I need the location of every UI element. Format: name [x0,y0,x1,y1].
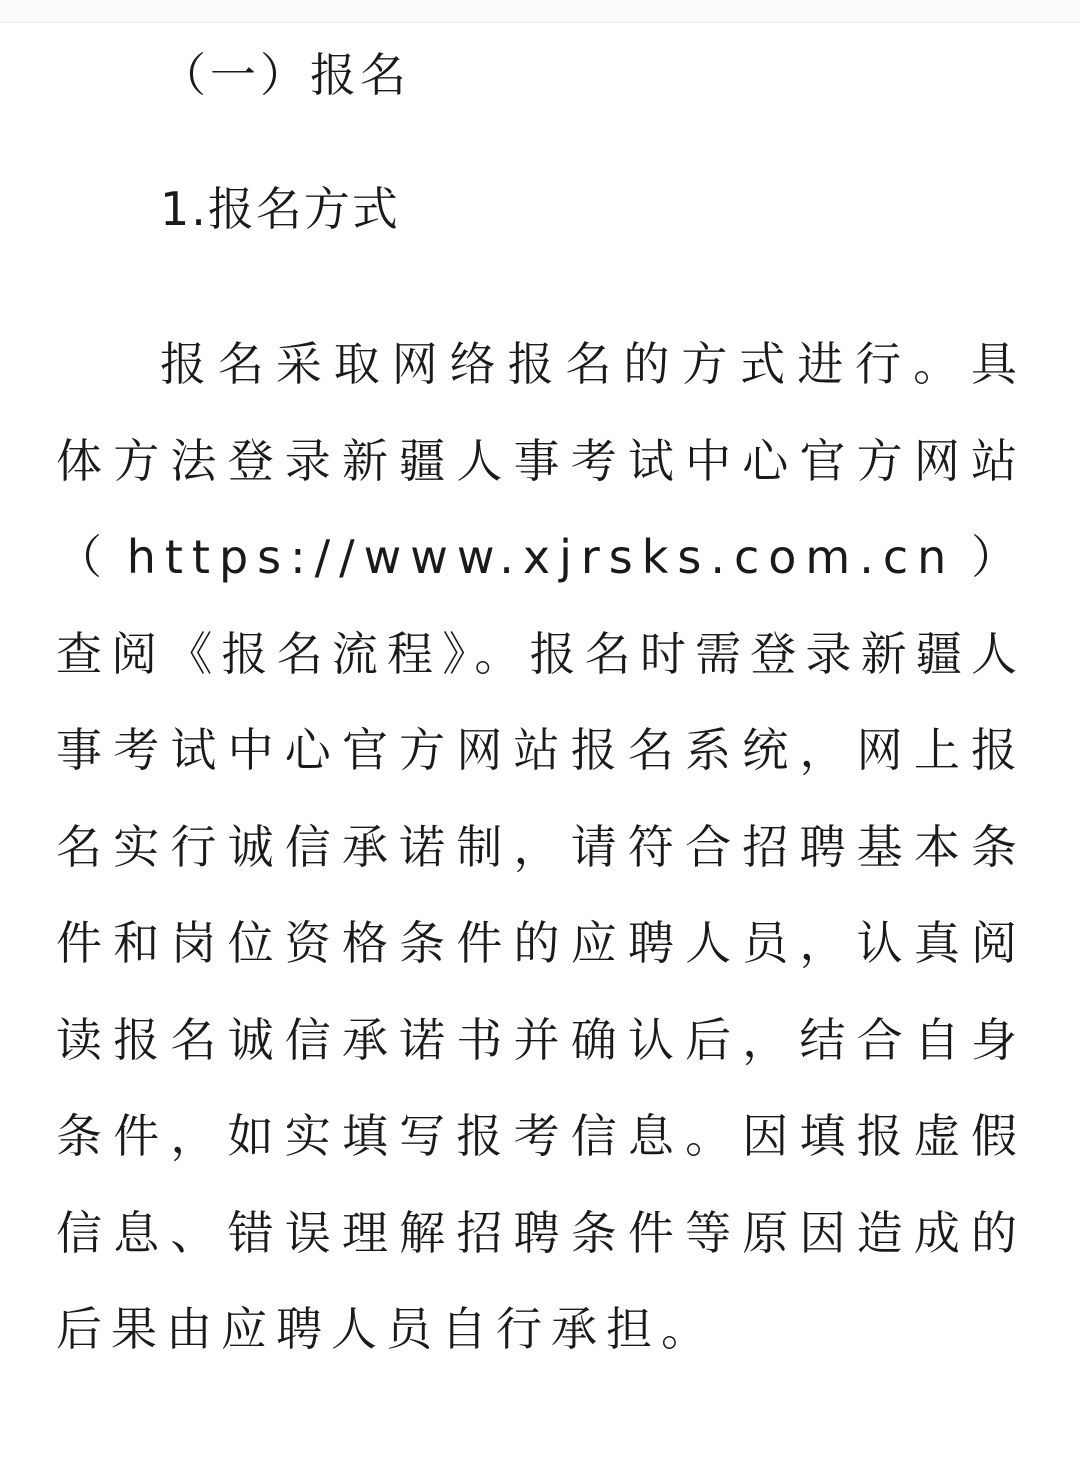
top-status-strip [0,0,1080,23]
section-heading: （一）报名 [160,48,410,102]
body-paragraph: 报名采取网络报名的方式进行。具体方法登录新疆人事考试中心官方网站（https://www.xjrsks.com.cn）查阅《报名流程》。报名时需登录新疆人事考试中心官方网站报名系统，网上报名实行诚信承诺制，请符合招聘基本条件和岗位资格条件的应聘人员，认真阅读报名诚信承诺书并确认后，结合自身条件，如实填写报考信息。因填报虚假信息、错误理解招聘条件等原因造成的后果由应聘人员自行承担。 [56,337,1026,1356]
article-content [56,42,1026,1378]
subsection-heading: 1.报名方式 [160,182,400,236]
next-paragraph-cut-off [56,1418,1026,1458]
